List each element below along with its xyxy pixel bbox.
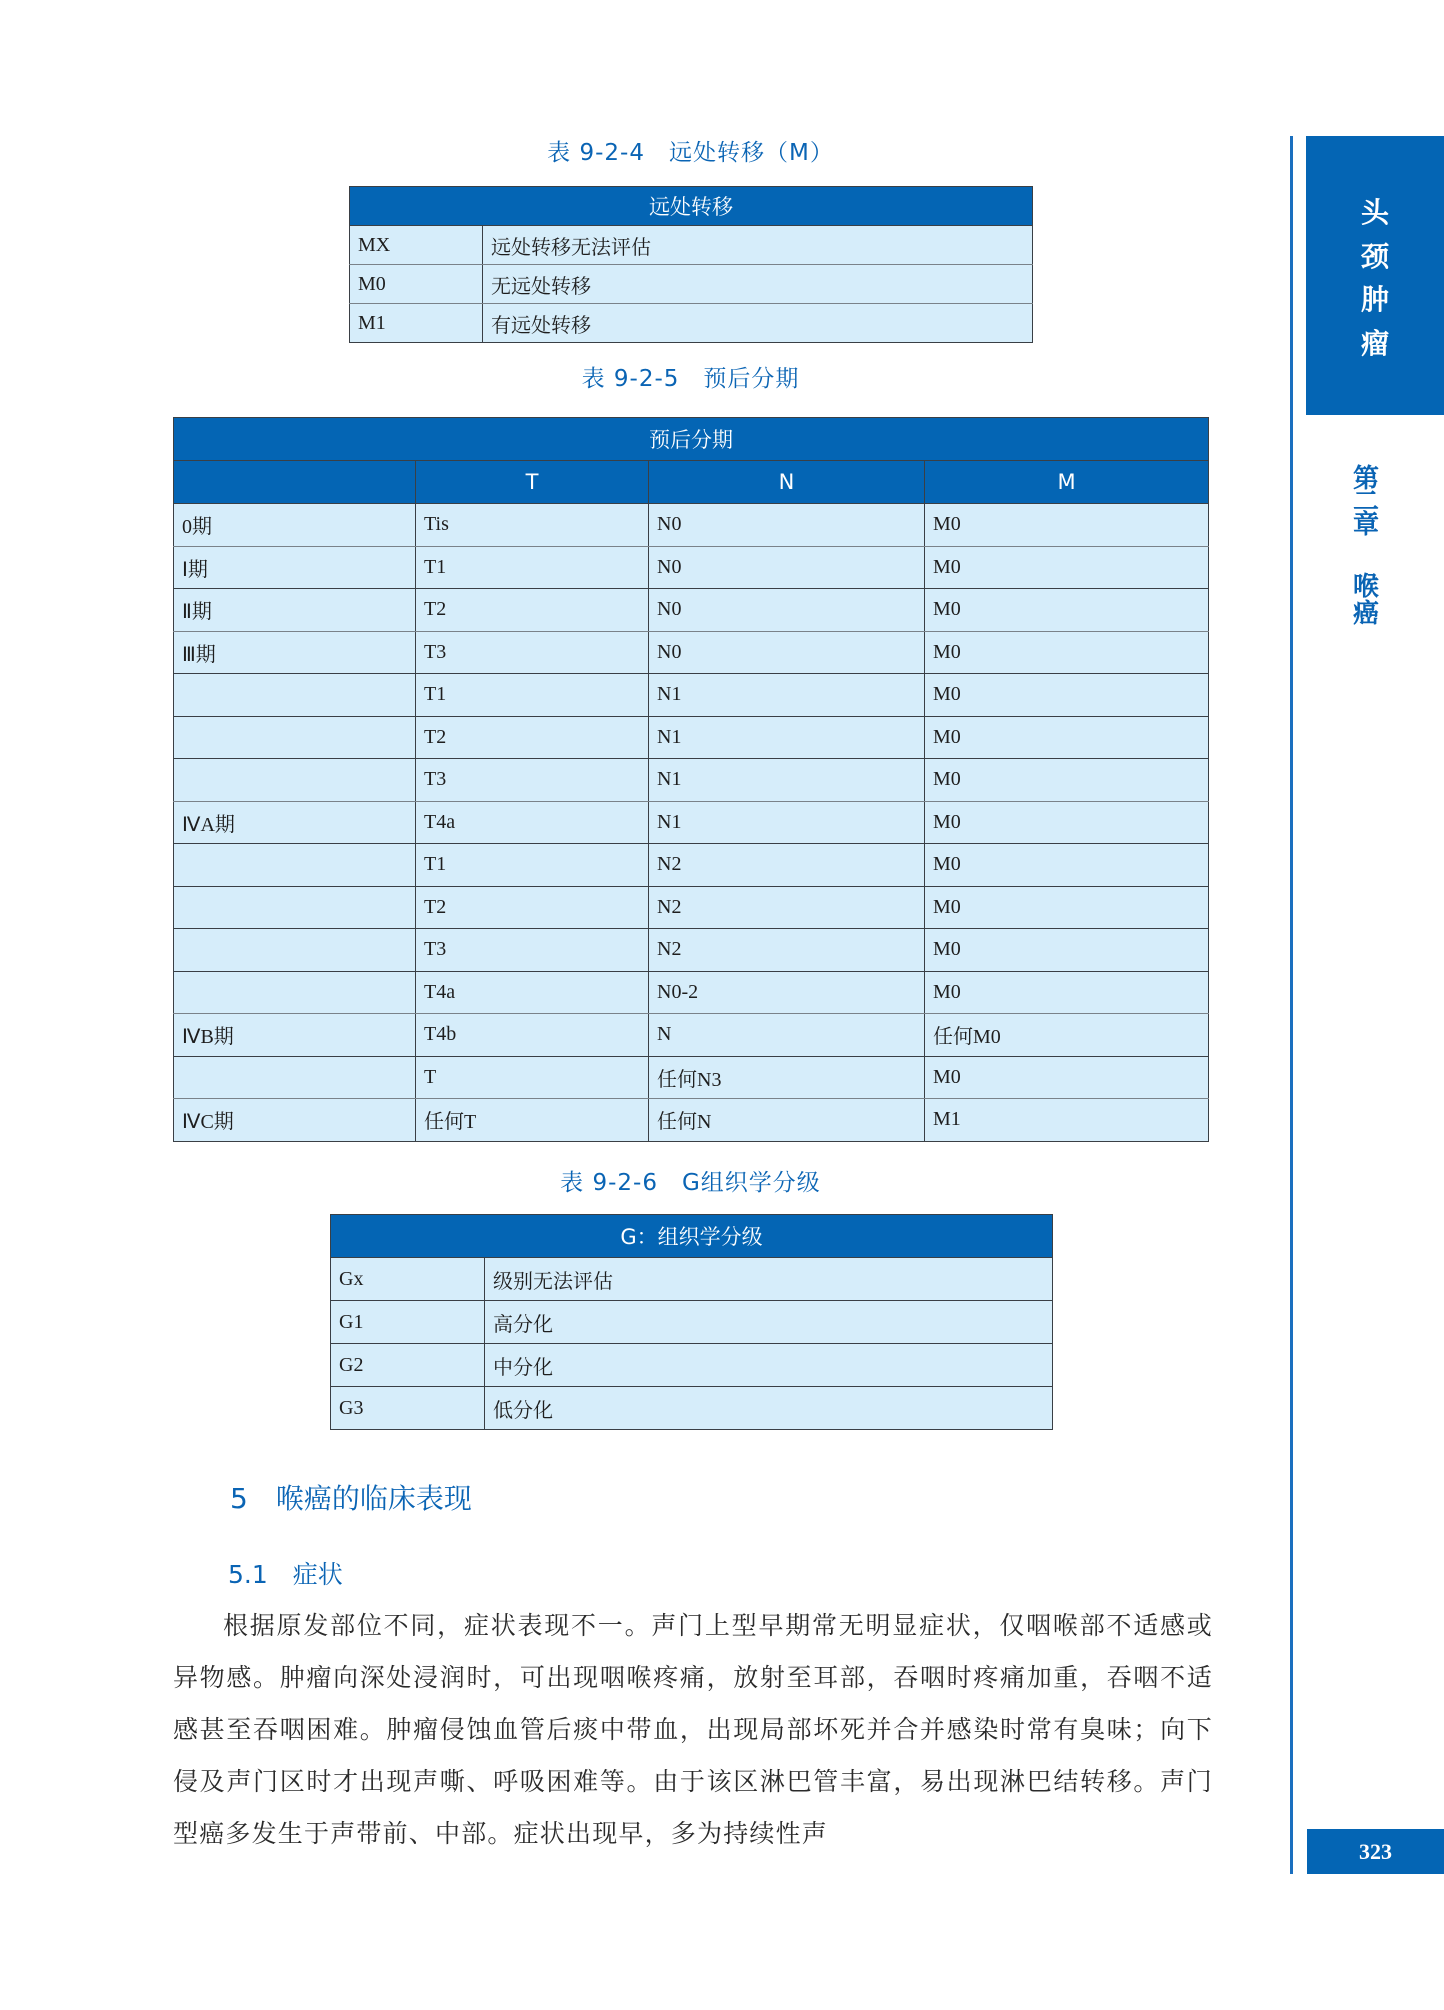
m-cell: M0 bbox=[925, 886, 1209, 929]
table-row bbox=[331, 1258, 1053, 1301]
table-cell: 中分化 bbox=[485, 1344, 1053, 1387]
table-m-caption: 表 9-2-4 远处转移（M） bbox=[547, 140, 834, 166]
m-cell: M0 bbox=[925, 844, 1209, 887]
chapter-title-char: 癌 bbox=[1352, 599, 1379, 629]
t-cell: T1 bbox=[416, 546, 649, 589]
part-tab bbox=[1306, 136, 1444, 415]
table-cell: G1 bbox=[331, 1301, 485, 1344]
column-header-row bbox=[174, 461, 1209, 504]
t-cell: T3 bbox=[416, 929, 649, 972]
m-cell: M0 bbox=[925, 801, 1209, 844]
table-row bbox=[174, 631, 1209, 674]
chapter-char: 二 bbox=[1352, 487, 1379, 517]
t-cell: T4b bbox=[416, 1014, 649, 1057]
n-cell: N1 bbox=[649, 674, 925, 717]
m-cell: M0 bbox=[925, 759, 1209, 802]
table-row bbox=[174, 674, 1209, 717]
stage-cell bbox=[174, 844, 416, 887]
n-cell: N0 bbox=[649, 589, 925, 632]
table-cell: 级别无法评估 bbox=[485, 1258, 1053, 1301]
m-cell: M0 bbox=[925, 716, 1209, 759]
m-cell: M1 bbox=[925, 1099, 1209, 1142]
part-title-char: 瘤 bbox=[1360, 326, 1389, 360]
table-row bbox=[331, 1301, 1053, 1344]
table-row bbox=[174, 801, 1209, 844]
table-row bbox=[174, 716, 1209, 759]
stage-cell: ⅣB期 bbox=[174, 1014, 416, 1057]
table-row bbox=[174, 1056, 1209, 1099]
stage-cell bbox=[174, 929, 416, 972]
table-histologic-grade bbox=[330, 1214, 1053, 1430]
n-cell: N0 bbox=[649, 631, 925, 674]
t-cell: T2 bbox=[416, 716, 649, 759]
t-cell: T2 bbox=[416, 886, 649, 929]
body-paragraph: 根据原发部位不同，症状表现不一。声门上型早期常无明显症状，仅咽喉部不适感或异物感。肿瘤向深处浸润时，可出现咽喉疼痛，放射至耳部，吞咽时疼痛加重，吞咽不适感甚至吞咽困难。肿瘤侵蚀血管后痰中带血，出现局部坏死并合并感染时常有臭味；向下侵及声门区时才出现声嘶、呼吸困难等。由于该区淋巴管丰富，易出现淋巴结转移。声门型癌多发生于声带前、中部。症状出现早，多为持续性声 bbox=[173, 1611, 1213, 1848]
table-row bbox=[174, 929, 1209, 972]
table-cell: M1 bbox=[350, 304, 483, 343]
stage-cell bbox=[174, 1056, 416, 1099]
table-cell: 低分化 bbox=[485, 1387, 1053, 1430]
table-row bbox=[174, 1099, 1209, 1142]
n-cell: N0 bbox=[649, 546, 925, 589]
chapter-title bbox=[1306, 574, 1426, 628]
page-number: 323 bbox=[1307, 1829, 1444, 1874]
m-cell: M0 bbox=[925, 1056, 1209, 1099]
n-cell: N2 bbox=[649, 844, 925, 887]
table-g-caption: 表 9-2-6 G组织学分级 bbox=[560, 1170, 821, 1196]
t-cell: T2 bbox=[416, 589, 649, 632]
n-cell: N2 bbox=[649, 929, 925, 972]
m-cell: M0 bbox=[925, 674, 1209, 717]
table-row bbox=[174, 759, 1209, 802]
t-cell: T bbox=[416, 1056, 649, 1099]
t-cell: T1 bbox=[416, 674, 649, 717]
chapter-char: 章 bbox=[1352, 510, 1379, 540]
stage-cell: 0期 bbox=[174, 504, 416, 547]
table-cell: Gx bbox=[331, 1258, 485, 1301]
table-row bbox=[174, 504, 1209, 547]
table-cell: 高分化 bbox=[485, 1301, 1053, 1344]
table-cell: G3 bbox=[331, 1387, 485, 1430]
t-cell: T1 bbox=[416, 844, 649, 887]
m-cell: M0 bbox=[925, 631, 1209, 674]
table-row bbox=[350, 304, 1033, 343]
margin-rule bbox=[1290, 136, 1293, 1874]
part-title-char: 头 bbox=[1360, 196, 1389, 229]
part-title-char: 肿 bbox=[1360, 283, 1389, 316]
subsection-heading: 5.1 症状 bbox=[228, 1560, 343, 1589]
section-heading: 5 喉癌的临床表现 bbox=[230, 1482, 472, 1515]
column-header-n: N bbox=[649, 461, 925, 504]
table-header: G：组织学分级 bbox=[331, 1215, 1053, 1258]
stage-cell bbox=[174, 674, 416, 717]
table-prognostic-stage bbox=[173, 417, 1209, 1142]
chapter-char: 第 bbox=[1352, 464, 1379, 494]
table-stage-caption: 表 9-2-5 预后分期 bbox=[581, 366, 800, 392]
table-row bbox=[174, 589, 1209, 632]
n-cell: N2 bbox=[649, 886, 925, 929]
stage-cell: Ⅰ期 bbox=[174, 546, 416, 589]
part-title-char: 颈 bbox=[1360, 239, 1389, 273]
t-cell: T3 bbox=[416, 759, 649, 802]
column-header-m: M bbox=[925, 461, 1209, 504]
m-cell: M0 bbox=[925, 929, 1209, 972]
t-cell: Tis bbox=[416, 504, 649, 547]
column-header bbox=[174, 461, 416, 504]
stage-cell: ⅣC期 bbox=[174, 1099, 416, 1142]
n-cell: N1 bbox=[649, 759, 925, 802]
n-cell: N0 bbox=[649, 504, 925, 547]
table-header: 远处转移 bbox=[350, 187, 1033, 226]
table-row bbox=[350, 265, 1033, 304]
n-cell: N1 bbox=[649, 801, 925, 844]
table-row bbox=[174, 971, 1209, 1014]
table-row bbox=[331, 1344, 1053, 1387]
table-cell: 无远处转移 bbox=[483, 265, 1033, 304]
m-cell: M0 bbox=[925, 589, 1209, 632]
t-cell: T3 bbox=[416, 631, 649, 674]
table-row bbox=[331, 1387, 1053, 1430]
table-row bbox=[174, 1014, 1209, 1057]
m-cell: M0 bbox=[925, 504, 1209, 547]
table-cell: 远处转移无法评估 bbox=[483, 226, 1033, 265]
stage-cell: Ⅱ期 bbox=[174, 589, 416, 632]
table-row bbox=[350, 226, 1033, 265]
n-cell: 任何N bbox=[649, 1099, 925, 1142]
m-cell: 任何M0 bbox=[925, 1014, 1209, 1057]
chapter-label bbox=[1306, 466, 1426, 538]
t-cell: 任何T bbox=[416, 1099, 649, 1142]
table-cell: 有远处转移 bbox=[483, 304, 1033, 343]
table-row bbox=[174, 844, 1209, 887]
table-cell: MX bbox=[350, 226, 483, 265]
n-cell: N1 bbox=[649, 716, 925, 759]
table-header: 预后分期 bbox=[174, 418, 1209, 461]
t-cell: T4a bbox=[416, 801, 649, 844]
table-distant-metastasis bbox=[349, 186, 1033, 343]
stage-cell: ⅣA期 bbox=[174, 801, 416, 844]
m-cell: M0 bbox=[925, 546, 1209, 589]
column-header-t: T bbox=[416, 461, 649, 504]
table-row bbox=[174, 546, 1209, 589]
n-cell: N0-2 bbox=[649, 971, 925, 1014]
stage-cell bbox=[174, 971, 416, 1014]
table-cell: M0 bbox=[350, 265, 483, 304]
n-cell: 任何N3 bbox=[649, 1056, 925, 1099]
table-row bbox=[174, 886, 1209, 929]
table-cell: G2 bbox=[331, 1344, 485, 1387]
stage-cell bbox=[174, 716, 416, 759]
stage-cell bbox=[174, 759, 416, 802]
m-cell: M0 bbox=[925, 971, 1209, 1014]
t-cell: T4a bbox=[416, 971, 649, 1014]
n-cell: N bbox=[649, 1014, 925, 1057]
stage-cell: Ⅲ期 bbox=[174, 631, 416, 674]
chapter-title-char: 喉 bbox=[1352, 572, 1379, 602]
stage-cell bbox=[174, 886, 416, 929]
